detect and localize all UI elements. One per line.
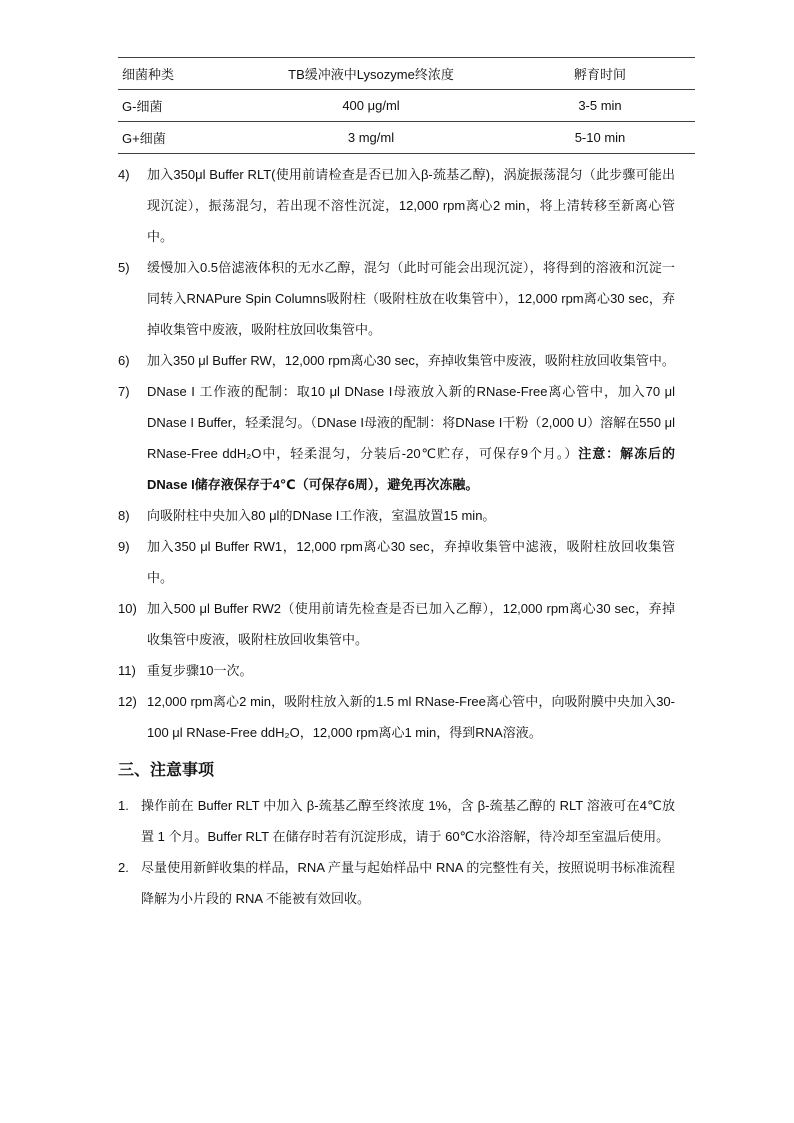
step-text	[147, 376, 675, 500]
step-text: 加入350 μl Buffer RW1，12,000 rpm离心30 sec，弃掉收集管中滤液，吸附柱放回收集管中。	[147, 539, 675, 585]
step-item-9	[118, 531, 675, 593]
cell-incubation-time: 5-10 min	[505, 122, 695, 154]
note-item-2	[118, 852, 675, 914]
note-number: 2.	[118, 860, 129, 875]
step-text: 缓慢加入0.5倍滤液体积的无水乙醇，混匀（此时可能会出现沉淀），将得到的溶液和沉淀一同转入RNAPure Spin Columns吸附柱（吸附柱放在收集管中），12,000 rpm离心30 sec，弃掉收集管中废液，吸附柱放回收集管中。	[147, 260, 675, 337]
note-text: 操作前在 Buffer RLT 中加入 β-巯基乙醇至终浓度 1%，含 β-巯基乙醇的 RLT 溶液可在4℃放置 1 个月。Buffer RLT 在储存时若有沉淀形成，请于 60℃水浴溶解，待冷却至室温后使用。	[141, 798, 675, 844]
step-item-5	[118, 252, 675, 345]
step-text: 加入500 μl Buffer RW2（使用前请先检查是否已加入乙醇），12,000 rpm离心30 sec，弃掉收集管中废液，吸附柱放回收集管中。	[147, 601, 675, 647]
step-item-10	[118, 593, 675, 655]
header-lysozyme-conc: TB缓冲液中Lysozyme终浓度	[237, 58, 505, 90]
note-number: 1.	[118, 798, 129, 813]
step-number: 8)	[118, 508, 130, 523]
table-row	[118, 122, 695, 154]
step-text: 加入350μl Buffer RLT(使用前请检查是否已加入β-巯基乙醇)，涡旋振荡混匀（此步骤可能出现沉淀），振荡混匀，若出现不溶性沉淀，12,000 rpm离心2 min，将上清转移至新离心管中。	[147, 167, 675, 244]
table-row	[118, 90, 695, 122]
step-item-11	[118, 655, 675, 686]
step-item-4	[118, 159, 675, 252]
cell-bacteria-type: G+细菌	[118, 122, 237, 154]
step-text: 加入350 μl Buffer RW，12,000 rpm离心30 sec，弃掉收集管中废液，吸附柱放回收集管中。	[147, 353, 675, 368]
step-number: 9)	[118, 539, 130, 554]
step-number: 6)	[118, 353, 130, 368]
step-number: 12)	[118, 694, 137, 709]
cell-incubation-time: 3-5 min	[505, 90, 695, 122]
step-text: 12,000 rpm离心2 min，吸附柱放入新的1.5 ml RNase-Free离心管中，向吸附膜中央加入30-100 μl RNase-Free ddH₂O，12,000 rpm离心1 min，得到RNA溶液。	[147, 694, 675, 740]
step-item-7	[118, 376, 675, 500]
step-number: 11)	[118, 663, 136, 678]
lysozyme-concentration-table	[118, 57, 695, 154]
note-text: 尽量使用新鲜收集的样品，RNA 产量与起始样品中 RNA 的完整性有关，按照说明书标准流程降解为小片段的 RNA 不能被有效回收。	[141, 860, 675, 906]
cell-lysozyme-conc: 400 μg/ml	[237, 90, 505, 122]
step-text: 向吸附柱中央加入80 μl的DNase I工作液，室温放置15 min。	[147, 508, 496, 523]
header-bacteria-type: 细菌种类	[118, 58, 237, 90]
step-text: 重复步骤10一次。	[147, 663, 253, 678]
header-incubation-time: 孵育时间	[505, 58, 695, 90]
step-item-6	[118, 345, 675, 376]
step-number: 7)	[118, 384, 130, 399]
step-item-12	[118, 686, 675, 748]
step-number: 5)	[118, 260, 130, 275]
precaution-notes-list	[118, 790, 675, 914]
note-item-1	[118, 790, 675, 852]
protocol-steps-list	[118, 159, 675, 748]
cell-bacteria-type: G-细菌	[118, 90, 237, 122]
cell-lysozyme-conc: 3 mg/ml	[237, 122, 505, 154]
step-text-normal: DNase I 工作液的配制：取10 μl DNase I母液放入新的RNase-Free离心管中，加入70 μl DNase I Buffer，轻柔混匀。（DNase I母液的配制：将DNase I干粉（2,000 U）溶解在550 μl RNase-Free ddH₂O中，轻柔混匀，分装后-20℃贮存，可保存9个月。）	[147, 384, 675, 461]
step-text-warning: 注意：解冻后的DNase I储存液保存于4℃（可保存6周），避免再次冻融。	[147, 446, 675, 492]
step-number: 10)	[118, 601, 137, 616]
step-number: 4)	[118, 167, 130, 182]
table-header-row	[118, 58, 695, 90]
section-title-precautions: 三、注意事项	[118, 762, 215, 779]
step-item-8	[118, 500, 675, 531]
